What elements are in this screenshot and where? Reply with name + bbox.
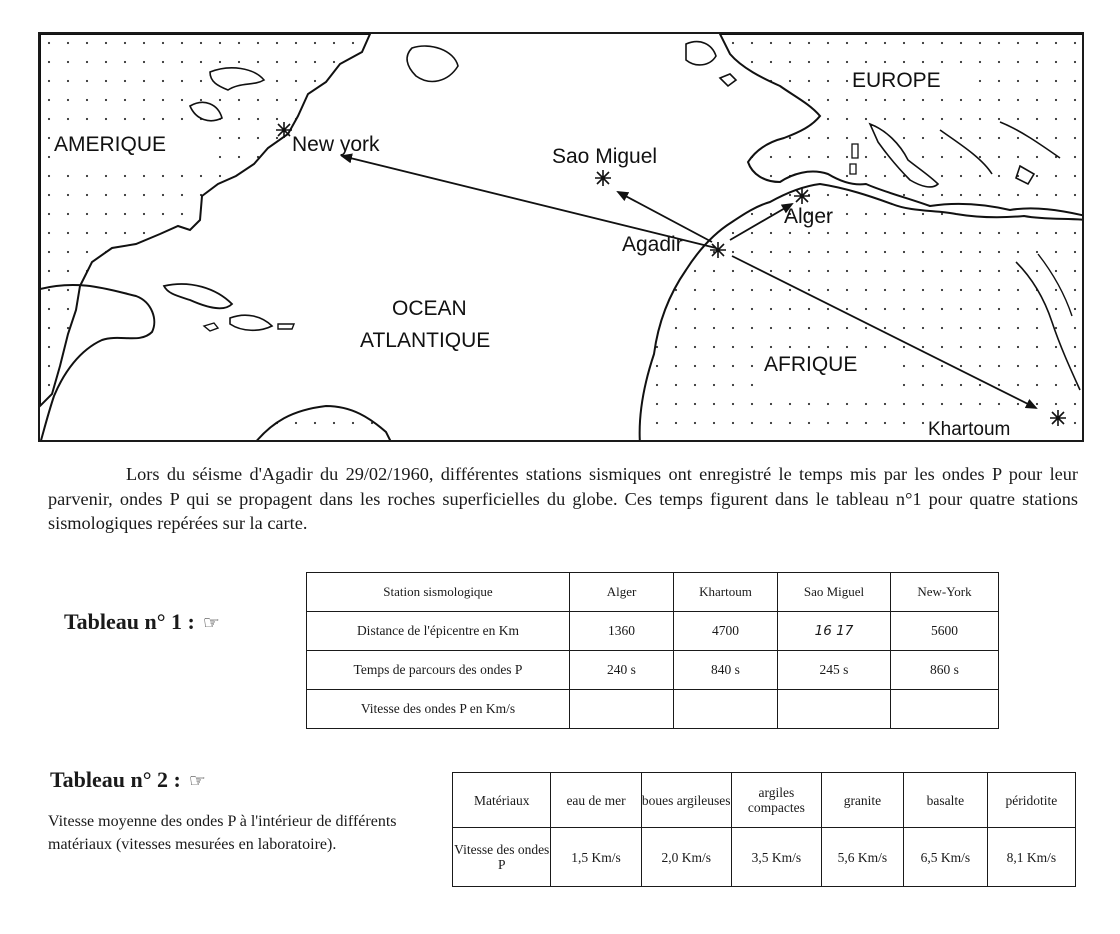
table-cell: 860 s bbox=[891, 651, 999, 690]
label-europe: EUROPE bbox=[852, 69, 941, 92]
table-cell: 5,6 Km/s bbox=[821, 828, 903, 887]
south-america-landmass bbox=[254, 406, 392, 442]
label-amerique: AMERIQUE bbox=[54, 133, 167, 156]
table-row bbox=[307, 612, 999, 651]
table-header-cell: granite bbox=[821, 773, 903, 828]
table-header-cell: Khartoum bbox=[674, 573, 778, 612]
table-cell: 4700 bbox=[674, 612, 778, 651]
table-row bbox=[307, 690, 999, 729]
table-header-cell: boues argileuses bbox=[641, 773, 731, 828]
table-header-cell: Station sismologique bbox=[307, 573, 570, 612]
pointing-hand-icon: ☞ bbox=[202, 612, 220, 634]
label-afrique: AFRIQUE bbox=[764, 353, 858, 376]
label-khartoum: Khartoum bbox=[928, 419, 1011, 440]
label-ocean: OCEAN bbox=[392, 297, 467, 320]
seismic-map bbox=[38, 32, 1084, 442]
table-row bbox=[307, 651, 999, 690]
table-cell: 3,5 Km/s bbox=[731, 828, 821, 887]
table-cell: 6,5 Km/s bbox=[903, 828, 987, 887]
label-alger: Alger bbox=[784, 205, 834, 228]
tableau1-label: Tableau n° 1 : bbox=[64, 609, 195, 634]
handwritten-cell: 16 17 bbox=[778, 612, 891, 651]
label-new-york: New york bbox=[292, 133, 380, 156]
label-atlantique: ATLANTIQUE bbox=[360, 329, 491, 352]
tableau1-title bbox=[64, 609, 220, 635]
intro-paragraph: Lors du séisme d'Agadir du 29/02/1960, différentes stations sismiques ont enregistré le temps mis par les ondes P pour leur parvenir, ondes P qui se propagent dans les roches superficielles du globe. Ces temps figurent dans le tableau n°1 pour quatre stations sismologiques repérées sur la carte. bbox=[48, 464, 1078, 533]
europe-landmass bbox=[720, 34, 1084, 216]
table-header-cell: argiles compactes bbox=[731, 773, 821, 828]
table-cell: 2,0 Km/s bbox=[641, 828, 731, 887]
table-header-cell: Alger bbox=[570, 573, 674, 612]
table-cell: 240 s bbox=[570, 651, 674, 690]
table-cell: 1360 bbox=[570, 612, 674, 651]
tableau2-table bbox=[452, 772, 1076, 887]
empty-cell[interactable] bbox=[674, 690, 778, 729]
label-agadir: Agadir bbox=[622, 233, 683, 256]
tableau1-table bbox=[306, 572, 999, 729]
empty-cell[interactable] bbox=[778, 690, 891, 729]
tableau2-description: Vitesse moyenne des ondes P à l'intérieur de différents matériaux (vitesses mesurées en laboratoire). bbox=[48, 813, 397, 853]
table-cell: 1,5 Km/s bbox=[551, 828, 641, 887]
table-header-cell: basalte bbox=[903, 773, 987, 828]
table-header-cell: Sao Miguel bbox=[778, 573, 891, 612]
label-sao-miguel: Sao Miguel bbox=[552, 145, 658, 168]
north-america-landmass bbox=[40, 34, 370, 406]
row-label: Vitesse des ondes P bbox=[453, 828, 551, 887]
row-label: Vitesse des ondes P en Km/s bbox=[307, 690, 570, 729]
table-header-cell: eau de mer bbox=[551, 773, 641, 828]
table-cell: 245 s bbox=[778, 651, 891, 690]
table-cell: 840 s bbox=[674, 651, 778, 690]
row-label: Temps de parcours des ondes P bbox=[307, 651, 570, 690]
table-header-cell: New-York bbox=[891, 573, 999, 612]
table-header-row bbox=[453, 773, 1076, 828]
pointing-hand-icon: ☞ bbox=[188, 770, 206, 792]
empty-cell[interactable] bbox=[891, 690, 999, 729]
map-drawing bbox=[40, 34, 1084, 442]
tableau2-title bbox=[50, 767, 206, 793]
empty-cell[interactable] bbox=[570, 690, 674, 729]
table-cell: 5600 bbox=[891, 612, 999, 651]
table-header-cell: péridotite bbox=[987, 773, 1075, 828]
table-row bbox=[453, 828, 1076, 887]
row-label: Distance de l'épicentre en Km bbox=[307, 612, 570, 651]
table-header-cell: Matériaux bbox=[453, 773, 551, 828]
newfoundland bbox=[407, 46, 458, 81]
cuba bbox=[164, 284, 232, 308]
africa-landmass bbox=[640, 184, 1084, 442]
table-cell: 8,1 Km/s bbox=[987, 828, 1075, 887]
table-header-row bbox=[307, 573, 999, 612]
tableau2-label: Tableau n° 2 : bbox=[50, 767, 181, 792]
